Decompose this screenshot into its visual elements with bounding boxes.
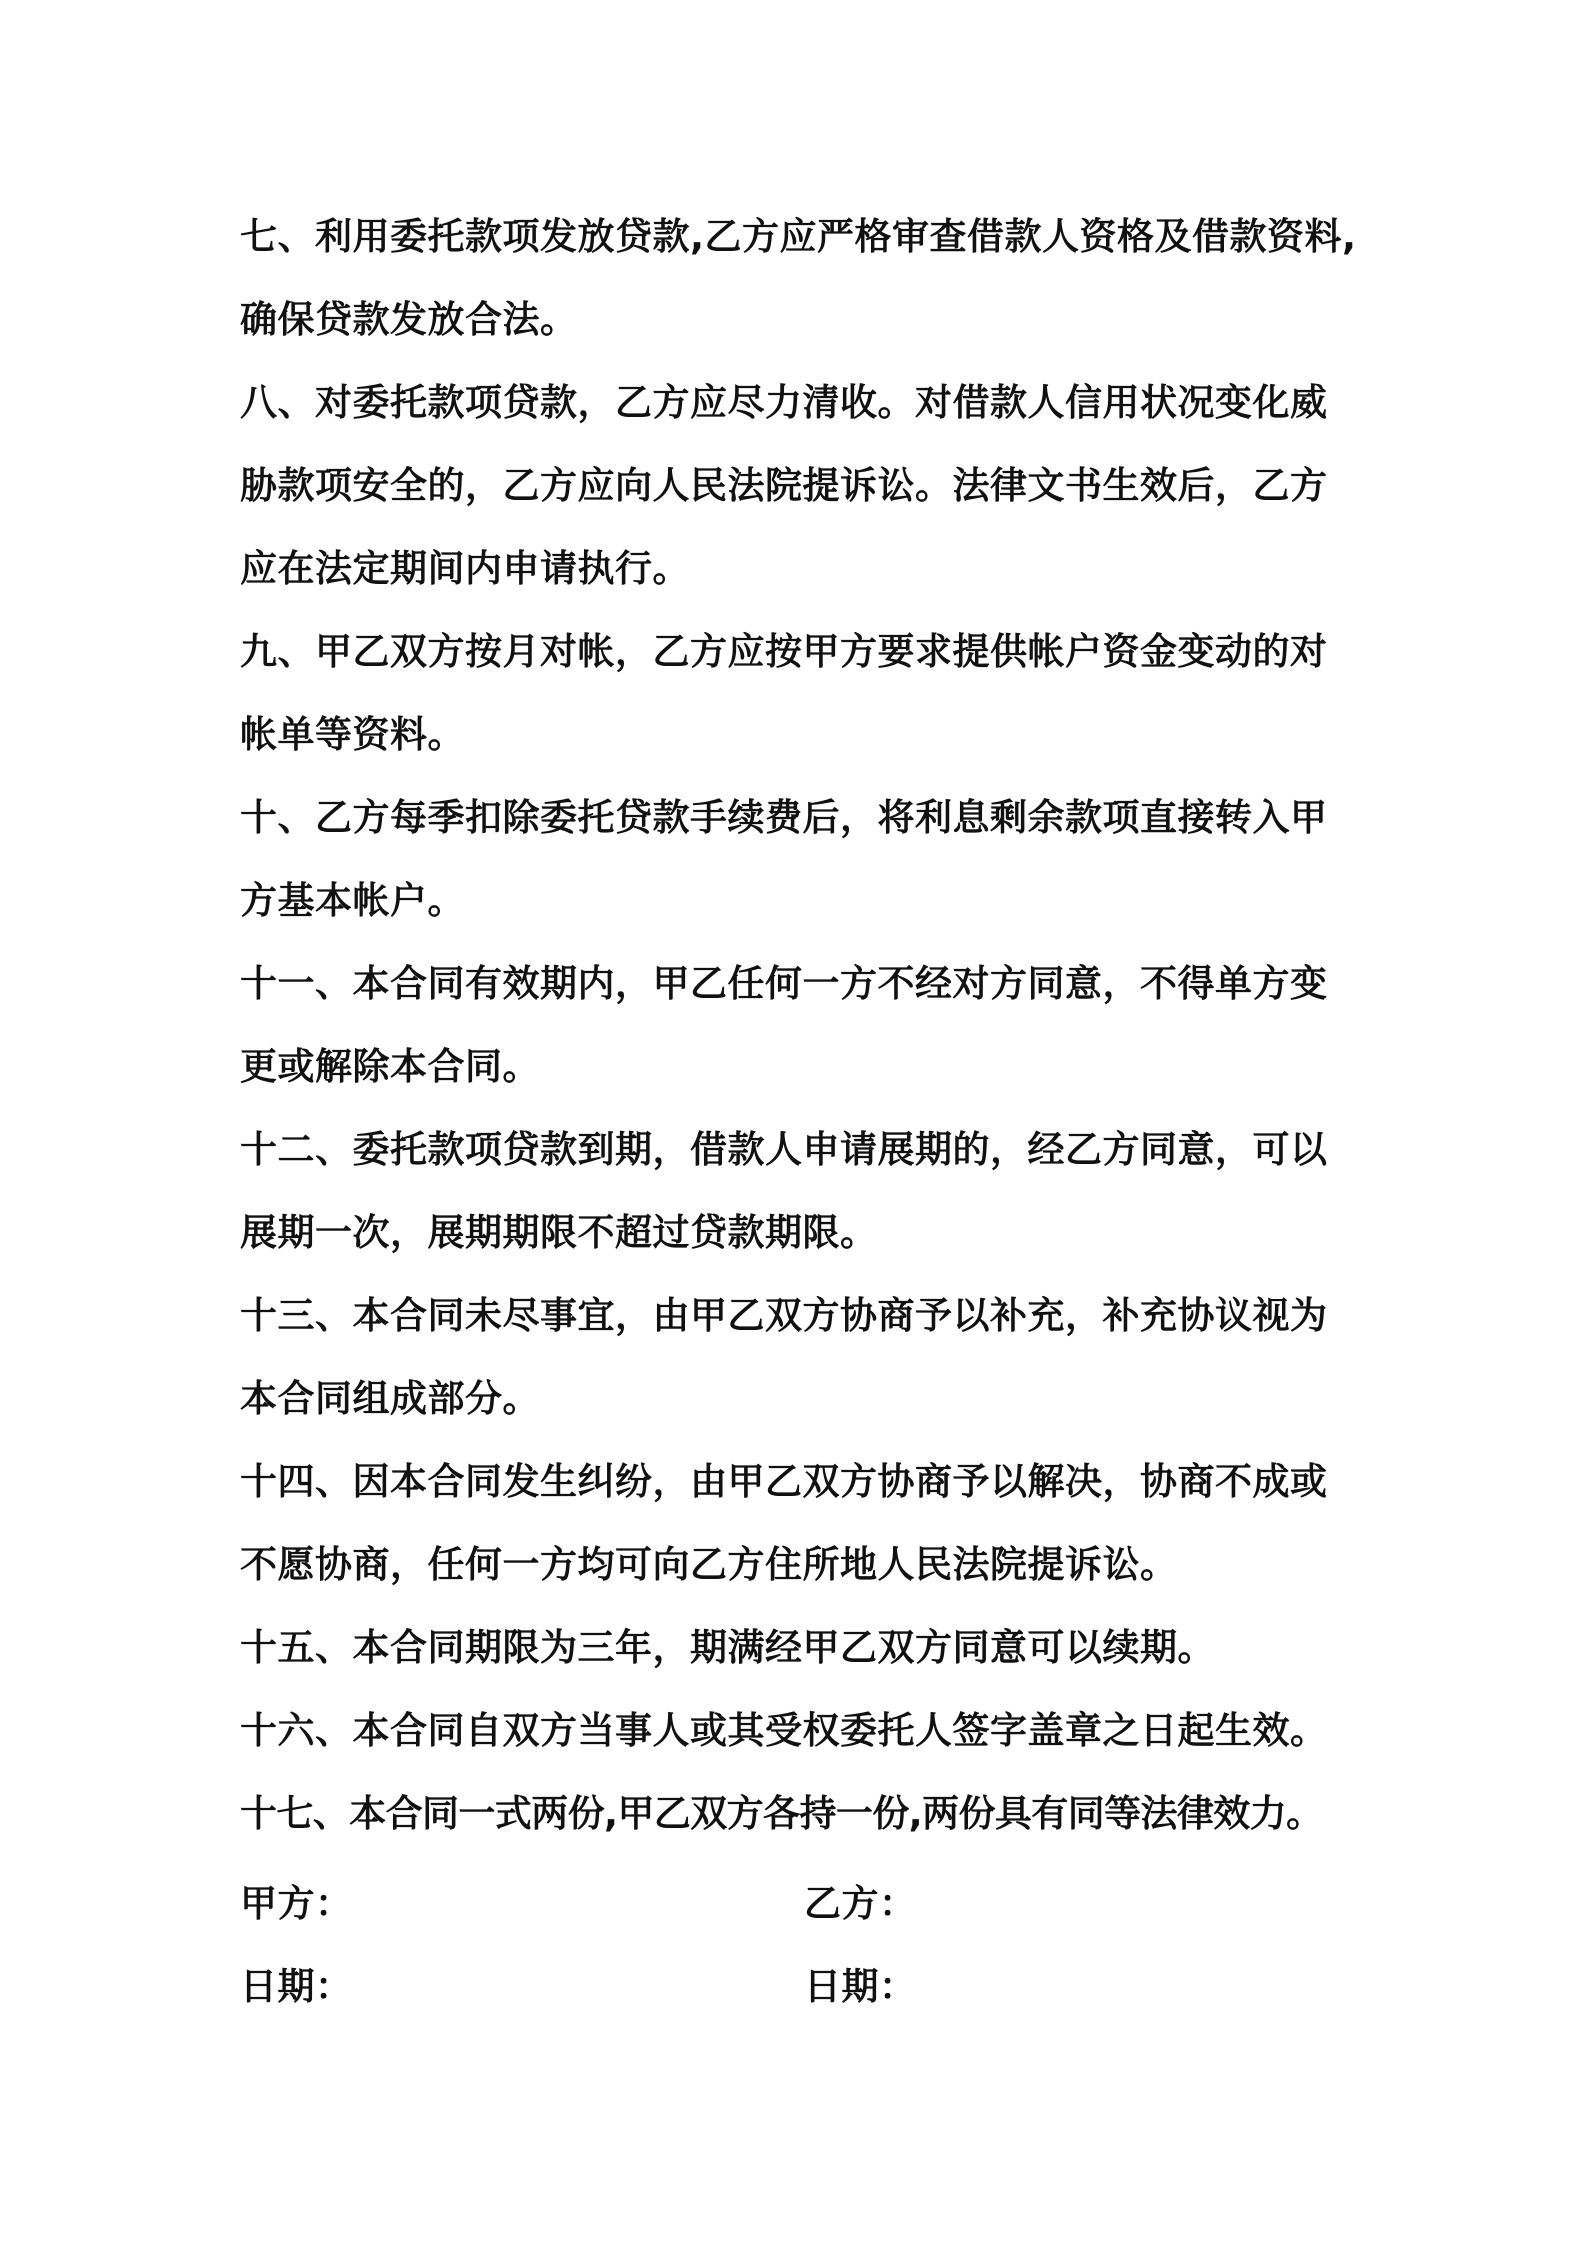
contract-clauses xyxy=(240,195,1360,1855)
date-b-label: 日期： xyxy=(804,1965,917,2008)
clause-10: 十、乙方每季扣除委托贷款手续费后，将利息剩余款项直接转入甲方基本帐户。 xyxy=(240,796,1328,922)
party-b-label: 乙方： xyxy=(804,1882,917,1925)
clause-11: 十一、本合同有效期内，甲乙任何一方不经对方同意，不得单方变更或解除本合同。 xyxy=(240,962,1328,1088)
clause-8: 八、对委托款项贷款，乙方应尽力清收。对借款人信用状况变化威胁款项安全的，乙方应向人民法院提诉讼。法律文书生效后，乙方应在法定期间内申请执行。 xyxy=(240,381,1328,590)
clause-7: 七、利用委托款项发放贷款,乙方应严格审查借款人资格及借款资料,确保贷款发放合法。 xyxy=(240,215,1357,341)
signature-block xyxy=(240,1862,1360,2028)
party-a-label: 甲方： xyxy=(240,1882,353,1925)
date-a-label: 日期： xyxy=(240,1965,353,2008)
party-row xyxy=(240,1862,1360,1945)
date-row xyxy=(240,1945,1360,2028)
clause-14: 十四、因本合同发生纠纷，由甲乙双方协商予以解决，协商不成或不愿协商，任何一方均可向乙方住所地人民法院提诉讼。 xyxy=(240,1460,1328,1586)
clause-9: 九、甲乙双方按月对帐，乙方应按甲方要求提供帐户资金变动的对帐单等资料。 xyxy=(240,630,1328,756)
clause-15: 十五、本合同期限为三年，期满经甲乙双方同意可以续期。 xyxy=(240,1626,1215,1669)
clause-13: 十三、本合同未尽事宜，由甲乙双方协商予以补充，补充协议视为本合同组成部分。 xyxy=(240,1294,1328,1420)
clause-17: 十七、本合同一式两份,甲乙双方各持一份,两份具有同等法律效力。 xyxy=(240,1792,1323,1835)
clause-12: 十二、委托款项贷款到期，借款人申请展期的，经乙方同意，可以展期一次，展期期限不超过贷款期限。 xyxy=(240,1128,1328,1254)
clause-16: 十六、本合同自双方当事人或其受权委托人签字盖章之日起生效。 xyxy=(240,1709,1328,1752)
